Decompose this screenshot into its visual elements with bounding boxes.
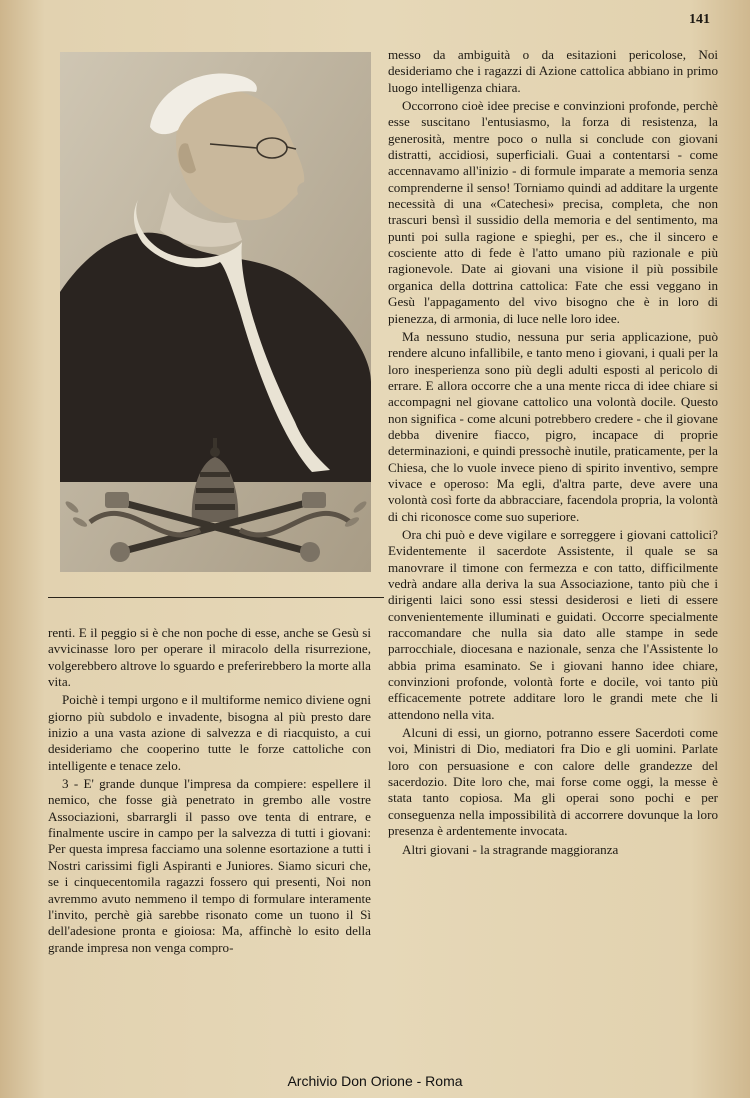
pope-portrait <box>60 52 371 572</box>
paragraph: Ora chi può e deve vigilare e sorreggere i giovani cattolici? Evidentemente il sacerdote Assistente, il quale se sa manovrare il timone con fermezza e con tatto, difficilmente vedrà andare alla deriva la sua Associazione, tanto più che i dirigenti laici sono essi stessi desiderosi e lieti di essere convenientemente illuminati e guidati. Occorre specialmente raccomandare che nulla sia dato alle stampe in sede parrocchiale, diocesana e nazionale, senza che l'Assistente lo abbia prima esaminato. Se i giovani hanno idee chiare, convinzioni profonde, volontà forte e docile, voi tanto più efficacemente potrete additare loro le grandi mete che li attendono nella vita. <box>388 526 718 722</box>
paragraph: 3 - E' grande dunque l'impresa da compiere: espellere il nemico, che fosse già penetrato in grembo alle vostre Associazioni, sbarrargli il passo ove tenta di entrare, e finalmente uscire in campo per la salvezza di tutti i giovani: Per questa impresa facciamo una solenne esortazione a tutti i Nostri carissimi figli Aspiranti e Juniores. Siamo sicuri che, se i cinquecentomila ragazzi fossero qui presenti, Noi non avremmo avuto nemmeno il tempo di formulare interamente l'invito, perchè già sarebbe risonato come un tuono il Sì dell'adesione pronta e gioiosa: Ma, affinchè lo esito della grande impresa non venga compro- <box>48 776 371 955</box>
paragraph: Ma nessuno studio, nessuna pur seria applicazione, può rendere alcuno infallibile, e tanto meno i giovani, i quali per la loro inesperienza sono più degli adulti esposti al pericolo di errare. E allora occorre che a una mente ricca di idee chiare si accompagni nel giovane cattolico una volontà docile. Questo non significa - come alcuni potrebbero credere - che il giovane debba divenire fiacco, pigro, incapace di proprie determinazioni, e quindi pressochè inutile, praticamente, per la Chiesa, che lo vuole invece pieno di spirito inventivo, sempre vivace e operoso: Ma egli, d'altra parte, deve avere una volontà così forte da abbracciare, facendola propria, la volontà di chi riconosce come suo superiore. <box>388 328 718 524</box>
paragraph: Altri giovani - la stragrande maggioranza <box>402 841 619 857</box>
right-text-column <box>388 47 718 858</box>
column-divider-rule <box>48 597 384 598</box>
paragraph: messo da ambiguità o da esitazioni pericolose, Noi desideriamo che i ragazzi di Azione cattolica abbiano in primo luogo intelligenza chiara. <box>388 47 718 95</box>
left-text-column <box>48 625 371 956</box>
page-number: 141 <box>689 12 710 27</box>
paragraph: Alcuni di essi, un giorno, potranno essere Sacerdoti come voi, Ministri di Dio, mediatori fra Dio e gli uomini. Parlate loro con persuasione e con calore delle grandezze del sacerdozio. Dite loro che, mai forse come oggi, la messe è stata tanto copiosa. Ma gli operai sono pochi e per conseguenza nella impossibilità di accorrere dovunque la loro presenza è ardentemente invocata. <box>388 725 718 839</box>
paragraph: renti. E il peggio si è che non poche di esse, anche se Gesù si avvicinasse loro per operare il miracolo della risurrezione, volgerebbero altrove lo sguardo e preferirebbero la morte alla vita. <box>48 625 371 690</box>
archive-footer: Archivio Don Orione - Roma <box>287 1073 463 1089</box>
paragraph: Poichè i tempi urgono e il multiforme nemico diviene ogni giorno più subdolo e invadente, bisogna al più presto dare inizio a una vasta azione di salvezza e di riacquisto, a cui desideriamo che cooperino tutte le forze cattoliche con intelligente e tenace zelo. <box>48 692 371 773</box>
paragraph: Occorrono cioè idee precise e convinzioni profonde, perchè esse suscitano l'entusiasmo, la forza di resistenza, la generosità, mentre poco o nulla si conclude con giovani distratti, accidiosi, superficiali. Guai a contentarsi - come accennavamo all'inizio - di formule imparate a memoria senza comprenderne il senso! Torniamo quindi ad additare la urgente necessità di una «Catechesi» precisa, completa, che non trascuri bensì il sussidio della memoria e del sentimento, ma punti poi sulla ragione e spieghi, per es., che il sincero e cosciente atto di fede è l'atto umano più razionale e più ragionevole. Date ai giovani una visione il più possibile organica della dottrina cattolica: Fate che essi veggano in Gesù l'appagamento del vivo bisogno che è in loro di pienezza, di armonia, di luce nelle loro idee. <box>388 98 718 326</box>
